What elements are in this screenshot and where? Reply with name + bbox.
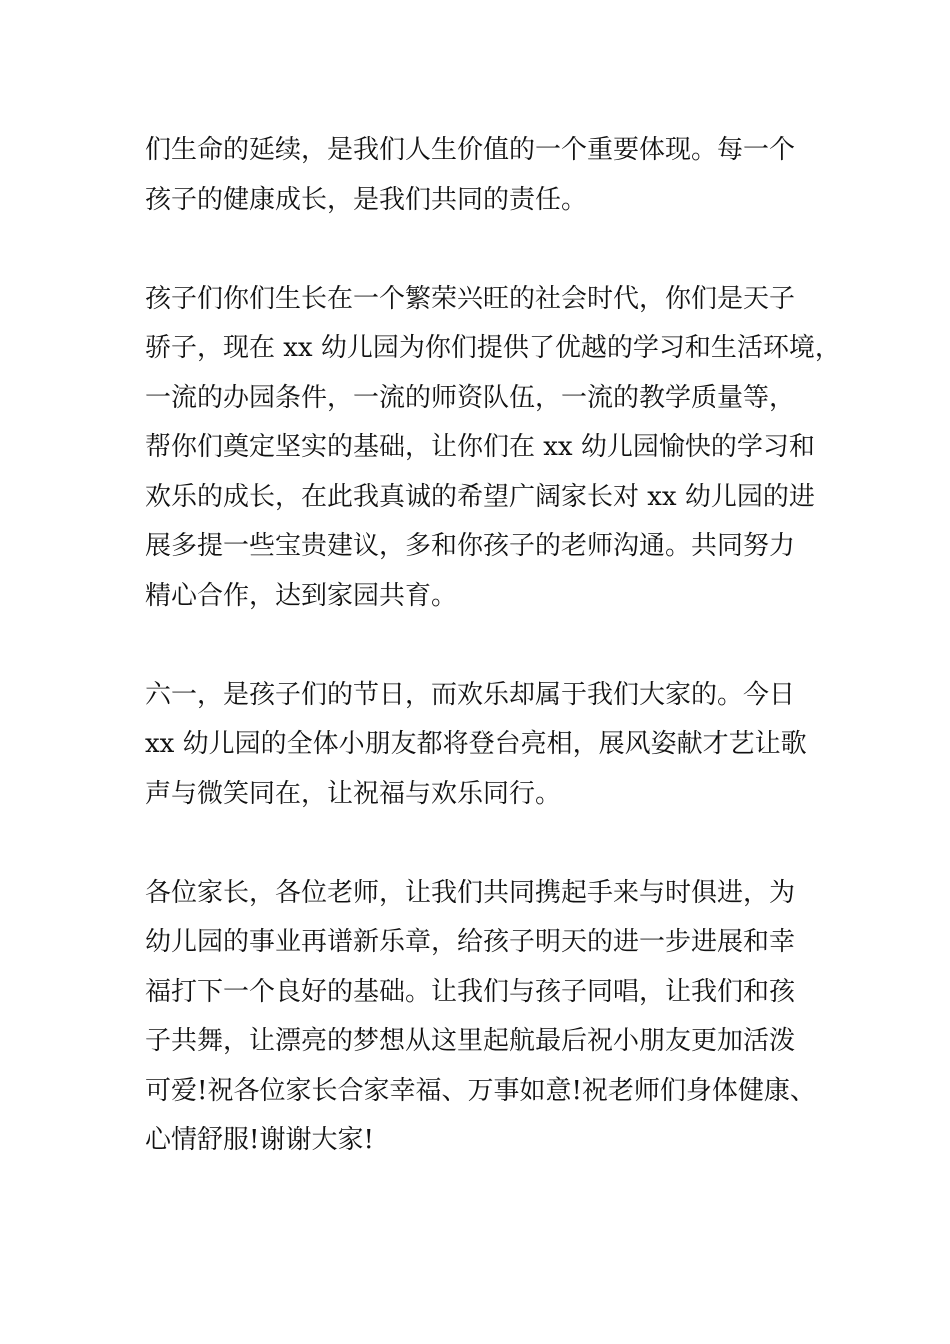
text-line: 展多提一些宝贵建议，多和你孩子的老师沟通。共同努力 — [145, 531, 796, 561]
text-line: 骄子，现在 xx 幼儿园为你们提供了优越的学习和生活环境， — [145, 333, 841, 363]
text-line: 心情舒服!谢谢大家! — [145, 1125, 374, 1155]
text-line: 精心合作，达到家园共育。 — [145, 580, 458, 611]
text-line: 欢乐的成长，在此我真诚的希望广阔家长对 xx 幼儿园的进 — [145, 481, 815, 512]
text-line: 帮你们奠定坚实的基础，让你们在 xx 幼儿园愉快的学习和 — [145, 432, 815, 462]
text-line: 孩子的健康成长，是我们共同的责任。 — [145, 184, 588, 215]
text-line: 一流的办园条件，一流的师资队伍，一流的教学质量等， — [145, 382, 796, 413]
paragraph-gap — [145, 225, 845, 275]
paragraph — [145, 275, 845, 622]
text-line: xx 幼儿园的全体小朋友都将登台亮相，展风姿献才艺让歌 — [145, 729, 807, 759]
paragraph — [145, 671, 845, 820]
paragraph — [145, 126, 845, 225]
paragraph-gap — [145, 621, 845, 671]
document-body — [145, 126, 845, 1166]
text-line: 各位家长，各位老师，让我们共同携起手来与时俱进，为 — [145, 877, 796, 908]
paragraph — [145, 869, 845, 1166]
text-line: 六一，是孩子们的节日，而欢乐却属于我们大家的。今日 — [145, 679, 796, 710]
text-line: 们生命的延续，是我们人生价值的一个重要体现。每一个 — [145, 135, 796, 165]
text-line: 声与微笑同在，让祝福与欢乐同行。 — [145, 778, 562, 809]
paragraph-gap — [145, 819, 845, 869]
text-line: 幼儿园的事业再谱新乐章，给孩子明天的进一步进展和幸 — [145, 927, 796, 957]
text-line: 孩子们你们生长在一个繁荣兴旺的社会时代，你们是天子 — [145, 283, 796, 314]
text-line: 可爱!祝各位家长合家幸福、万事如意!祝老师们身体健康、 — [145, 1075, 816, 1106]
text-line: 子共舞，让漂亮的梦想从这里起航最后祝小朋友更加活泼 — [145, 1026, 796, 1056]
text-line: 福打下一个良好的基础。让我们与孩子同唱，让我们和孩 — [145, 976, 796, 1007]
